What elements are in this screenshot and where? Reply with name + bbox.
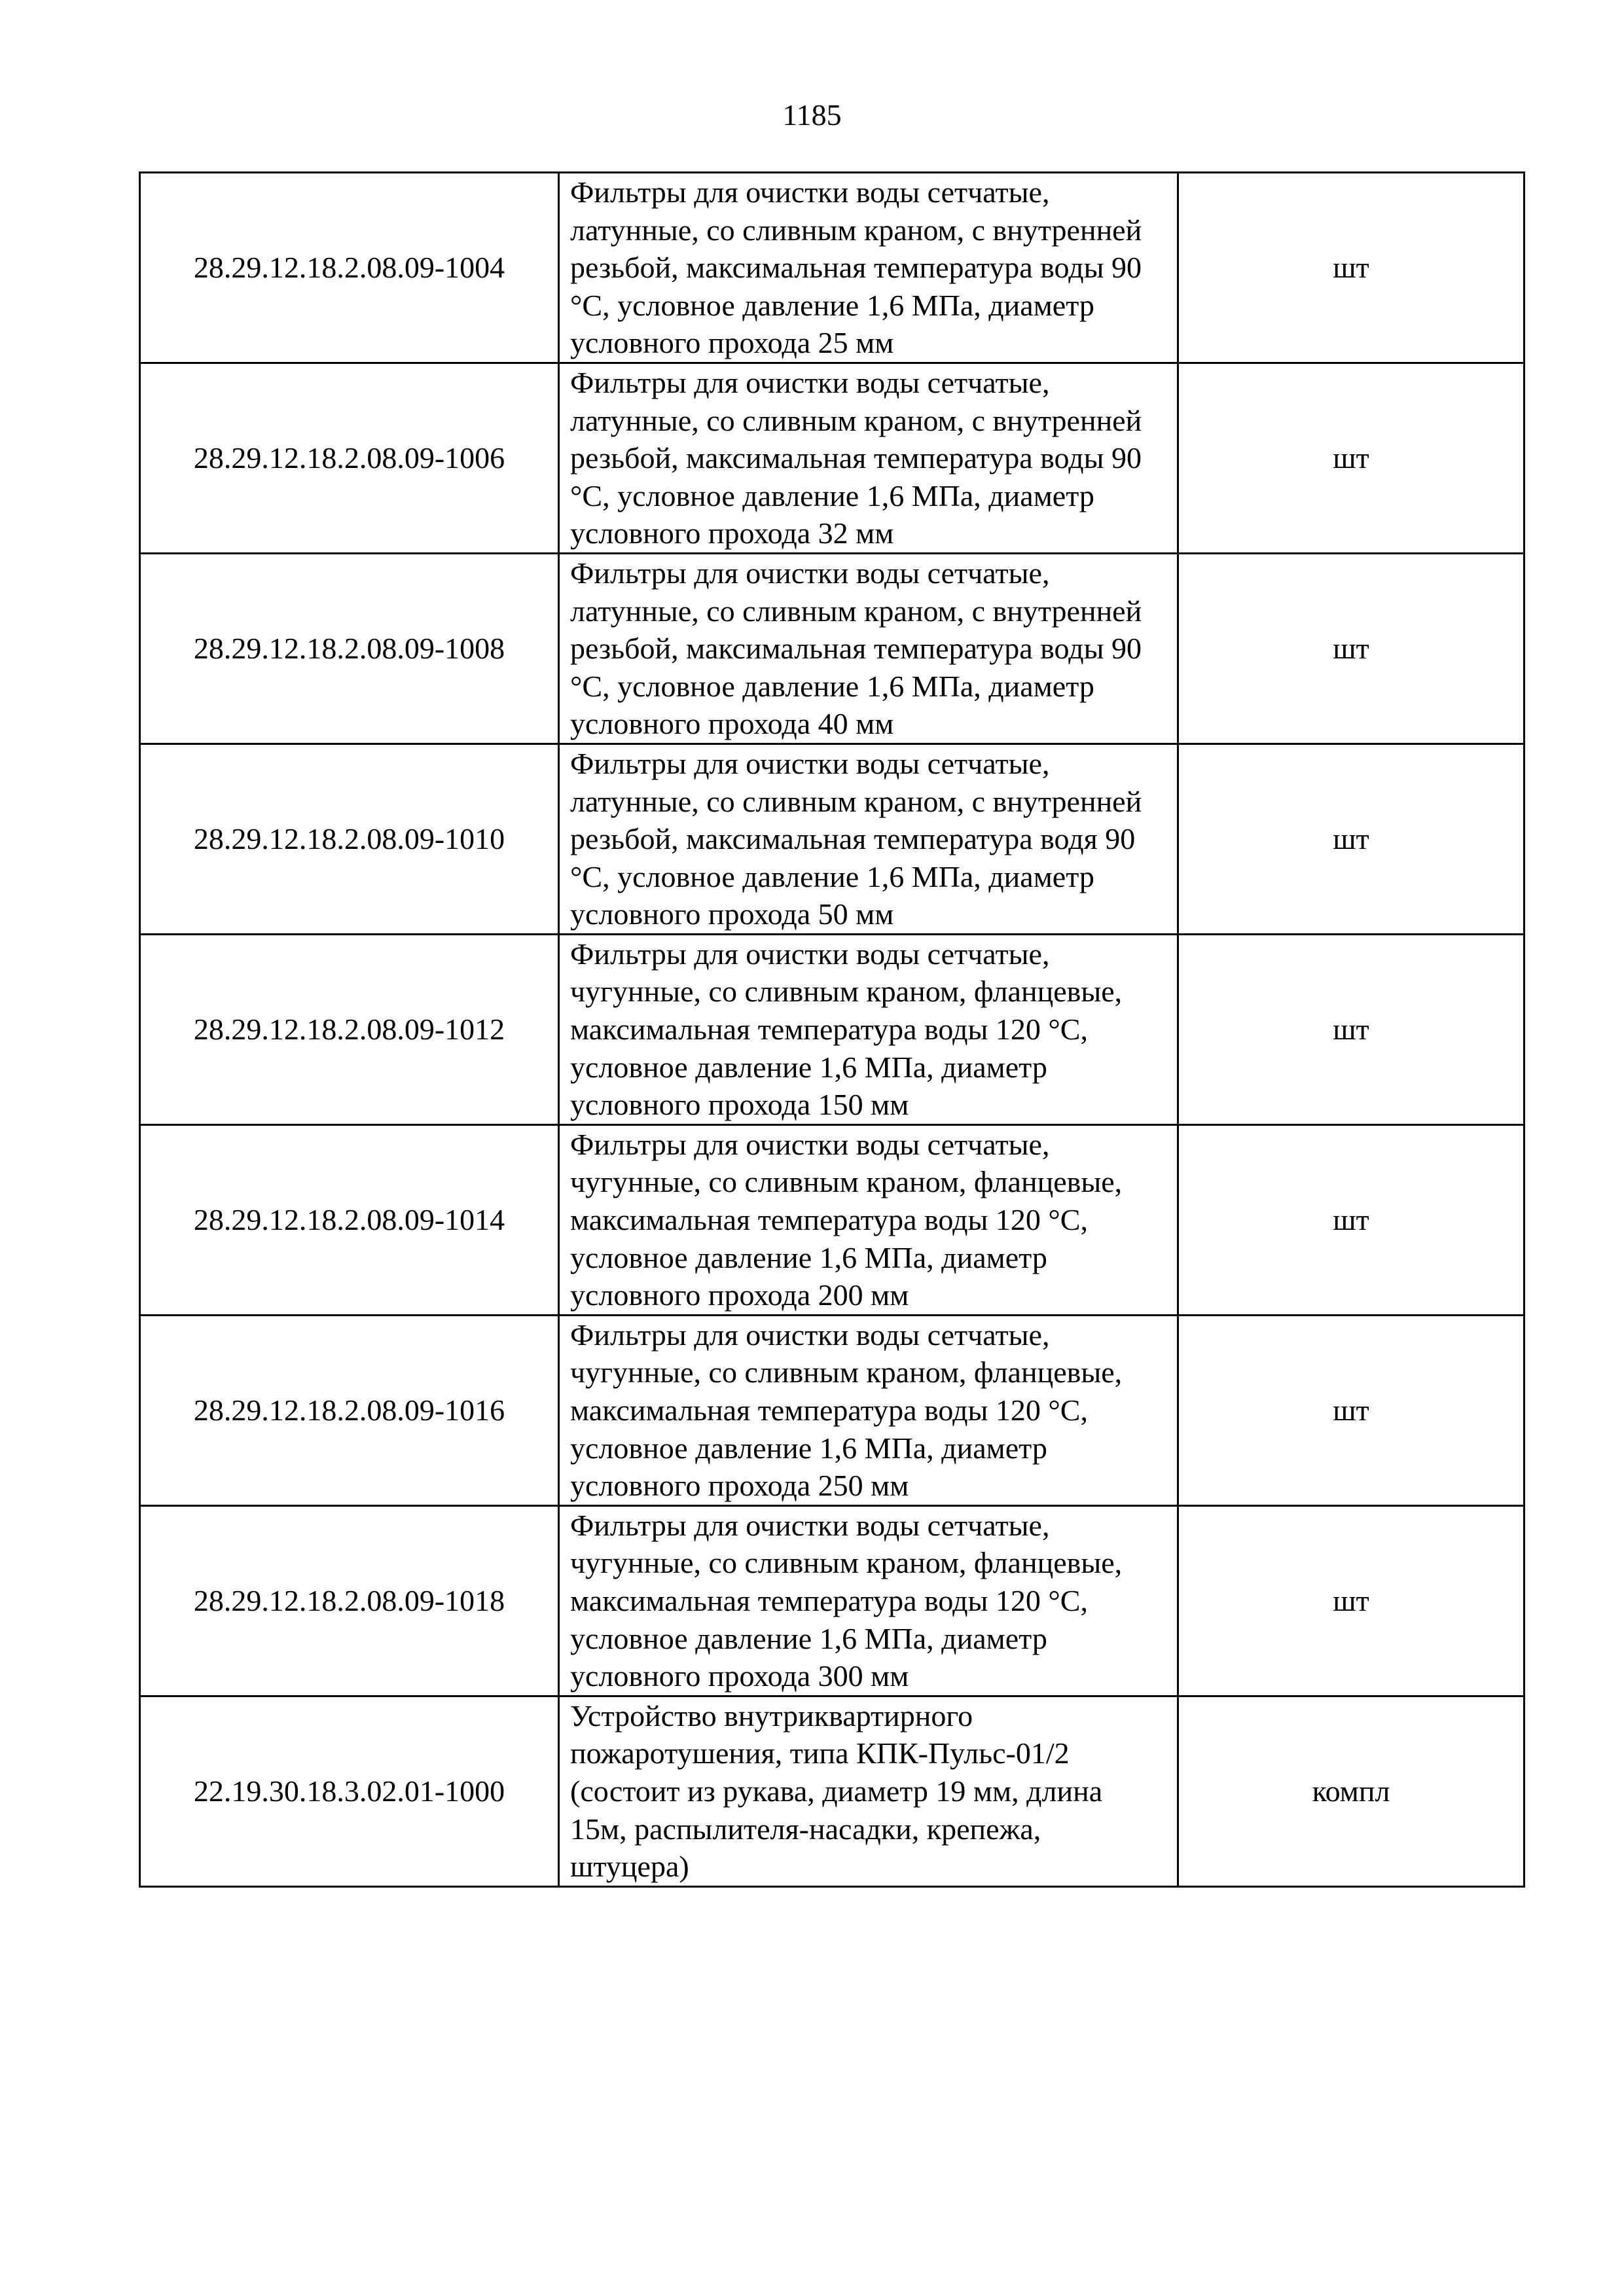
page-number: 1185: [782, 98, 842, 132]
resource-description-cell: Фильтры для очистки воды сетчатые, латунные, со сливным краном, с внутренней резьбой, максимальная температура воды 90 °С, условное давление 1,6 МПа, диаметр условного прохода 25 мм: [559, 173, 1178, 363]
table-row: [140, 1124, 1525, 1315]
resource-description-cell: Фильтры для очистки воды сетчатые, латунные, со сливным краном, с внутренней резьбой, максимальная температура воды 90 °С, условное давление 1,6 МПа, диаметр условного прохода 32 мм: [559, 363, 1178, 553]
resource-description-cell: Фильтры для очистки воды сетчатые, латунные, со сливным краном, с внутренней резьбой, максимальная температура водя 90 °С, условное давление 1,6 МПа, диаметр условного прохода 50 мм: [559, 744, 1178, 934]
unit-cell: шт: [1178, 173, 1525, 363]
table-row: [140, 934, 1525, 1124]
resource-code-cell: 28.29.12.18.2.08.09-1008: [140, 553, 559, 744]
resource-code-cell: 28.29.12.18.2.08.09-1016: [140, 1315, 559, 1505]
resource-code-cell: 28.29.12.18.2.08.09-1010: [140, 744, 559, 934]
resource-description-cell: Фильтры для очистки воды сетчатые, чугунные, со сливным краном, фланцевые, максимальная температура воды 120 °С, условное давление 1,6 МПа, диаметр условного прохода 300 мм: [559, 1505, 1178, 1696]
unit-cell: компл: [1178, 1696, 1525, 1886]
table-row: [140, 553, 1525, 744]
resource-code-cell: 28.29.12.18.2.08.09-1014: [140, 1124, 559, 1315]
table-row: [140, 363, 1525, 553]
table-row: [140, 173, 1525, 363]
resource-description-cell: Фильтры для очистки воды сетчатые, чугунные, со сливным краном, фланцевые, максимальная температура воды 120 °С, условное давление 1,6 МПа, диаметр условного прохода 150 мм: [559, 934, 1178, 1124]
resource-code-cell: 28.29.12.18.2.08.09-1006: [140, 363, 559, 553]
resource-code-cell: 28.29.12.18.2.08.09-1018: [140, 1505, 559, 1696]
table-row: [140, 1505, 1525, 1696]
resource-description-cell: Фильтры для очистки воды сетчатые, латунные, со сливным краном, с внутренней резьбой, максимальная температура воды 90 °С, условное давление 1,6 МПа, диаметр условного прохода 40 мм: [559, 553, 1178, 744]
table-row: [140, 1315, 1525, 1505]
unit-cell: шт: [1178, 1505, 1525, 1696]
resource-table: [139, 171, 1525, 1888]
resource-code-cell: 22.19.30.18.3.02.01-1000: [140, 1696, 559, 1886]
table-row: [140, 744, 1525, 934]
resource-description-cell: Фильтры для очистки воды сетчатые, чугунные, со сливным краном, фланцевые, максимальная температура воды 120 °С, условное давление 1,6 МПа, диаметр условного прохода 200 мм: [559, 1124, 1178, 1315]
resource-description-cell: Устройство внутриквартирного пожаротушения, типа КПК-Пульс-01/2 (состоит из рукава, диаметр 19 мм, длина 15м, распылителя-насадки, крепежа, штуцера): [559, 1696, 1178, 1886]
unit-cell: шт: [1178, 934, 1525, 1124]
unit-cell: шт: [1178, 1315, 1525, 1505]
resource-code-cell: 28.29.12.18.2.08.09-1004: [140, 173, 559, 363]
table-row: [140, 1696, 1525, 1886]
unit-cell: шт: [1178, 1124, 1525, 1315]
unit-cell: шт: [1178, 363, 1525, 553]
resource-code-cell: 28.29.12.18.2.08.09-1012: [140, 934, 559, 1124]
resource-description-cell: Фильтры для очистки воды сетчатые, чугунные, со сливным краном, фланцевые, максимальная температура воды 120 °С, условное давление 1,6 МПа, диаметр условного прохода 250 мм: [559, 1315, 1178, 1505]
unit-cell: шт: [1178, 744, 1525, 934]
unit-cell: шт: [1178, 553, 1525, 744]
